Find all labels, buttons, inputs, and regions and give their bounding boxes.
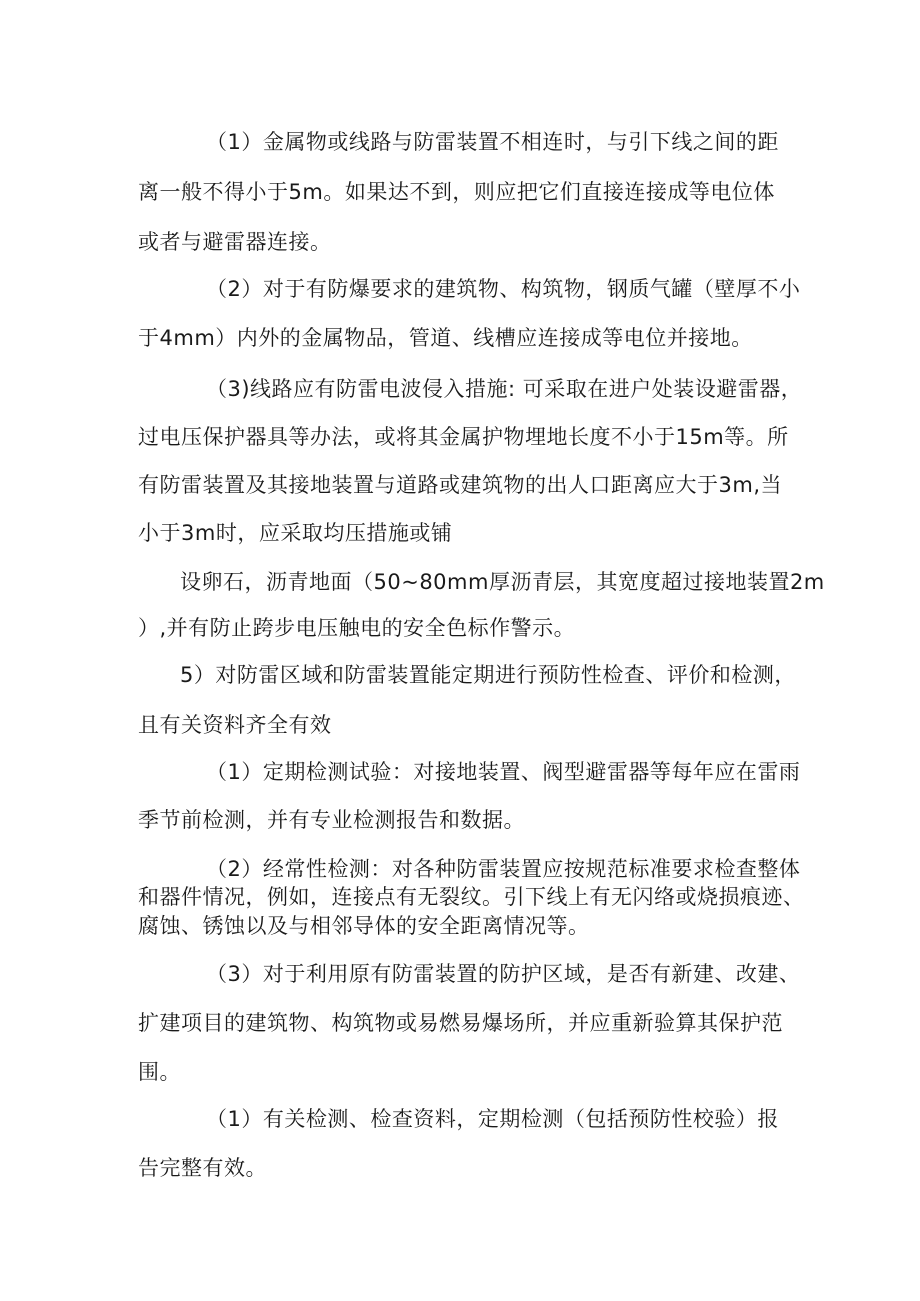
text-line: （2）对于有防爆要求的建筑物、构筑物，钢质气罐（壁厚不小 [206, 277, 801, 301]
text-line: 腐蚀、锈蚀以及与相邻导体的安全距离情况等。 [138, 914, 590, 938]
text-line: 且有关资料齐全有效 [138, 713, 332, 737]
text-line: 于4mm）内外的金属物品，管道、线槽应连接成等电位并接地。 [138, 326, 753, 350]
text-line: （1）有关检测、检查资料，定期检测（包括预防性校验）报 [206, 1107, 779, 1131]
text-line: 告完整有效。 [138, 1156, 267, 1180]
text-line: 离一般不得小于5m。如果达不到，则应把它们直接连接成等电位体 [138, 180, 775, 204]
text-line: （1）定期检测试验：对接地装置、阀型避雷器等每年应在雷雨 [206, 760, 801, 784]
text-line: 小于3m时，应采取均压措施或铺 [138, 521, 453, 545]
text-line: 和器件情况，例如，连接点有无裂纹。引下线上有无闪络或烧损痕迹、 [138, 885, 805, 909]
text-line: 或者与避雷器连接。 [138, 230, 332, 254]
text-line: （2）经常性检测：对各种防雷装置应按规范标准要求检查整体 [206, 857, 801, 881]
text-line: ）,并有防止跨步电压触电的安全色标作警示。 [138, 616, 576, 640]
text-line: 有防雷装置及其接地装置与道路或建筑物的出人口距离应大于3m,当 [138, 473, 782, 497]
text-line: 季节前检测，并有专业检测报告和数据。 [138, 808, 525, 832]
text-line: 围。 [138, 1060, 181, 1084]
text-line: 过电压保护器具等办法，或将其金属护物埋地长度不小于15m等。所 [138, 425, 789, 449]
text-line: 5）对防雷区域和防雷装置能定期进行预防性检查、评价和检测， [180, 663, 796, 687]
text-line: 设卵石，沥青地面（50~80mm厚沥青层，其宽度超过接地装置2m [180, 570, 825, 594]
text-line: （3）对于利用原有防雷装置的防护区域，是否有新建、改建、 [206, 962, 801, 986]
text-line: 扩建项目的建筑物、构筑物或易燃易爆场所，并应重新验算其保护范 [138, 1011, 783, 1035]
text-line: （1）金属物或线路与防雷装置不相连时，与引下线之间的距 [206, 130, 779, 154]
text-line: （3)线路应有防雷电波侵入措施: 可采取在进户处装设避雷器， [206, 377, 803, 401]
